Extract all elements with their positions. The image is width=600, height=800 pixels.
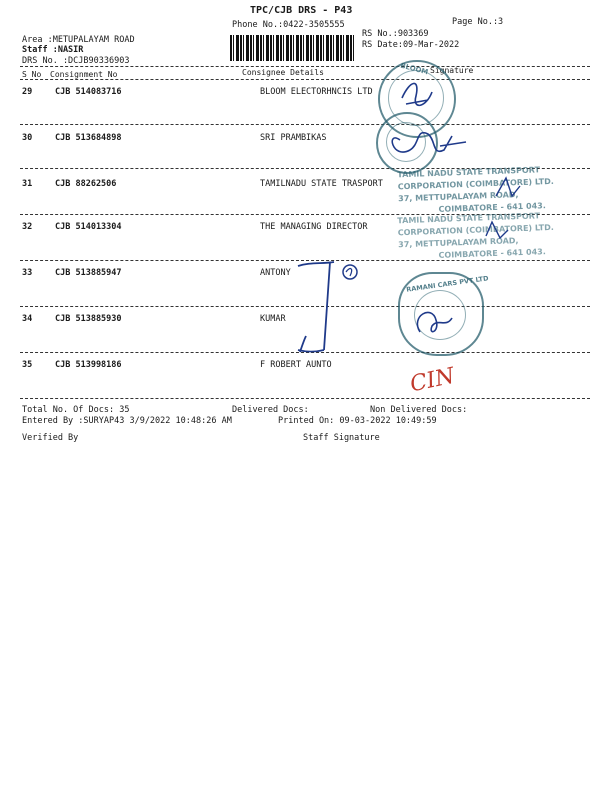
row-consignment: CJB 513885947 [55, 268, 122, 278]
row-consignment: CJB 88262506 [55, 179, 117, 189]
verified-by: Verified By [22, 433, 79, 443]
row-consignee: TAMILNADU STATE TRASPORT [260, 179, 383, 189]
signature-mark [343, 265, 357, 279]
row-consignee: THE MANAGING DIRECTOR [260, 222, 368, 232]
row-consignment: CJB 513885930 [55, 314, 122, 324]
tnstc-stamp-line: COIMBATORE - 641 043. [438, 201, 546, 214]
row-consignee: BLOOM ELECTORHNCIS LTD [260, 87, 373, 97]
phone-number: Phone No.:0422-3505555 [232, 20, 345, 30]
total-docs: Total No. Of Docs: 35 [22, 405, 130, 415]
row-consignment: CJB 513684898 [55, 133, 122, 143]
drs-number: DRS No. :DCJB90336903 [22, 56, 130, 66]
row-sno: 35 [22, 360, 33, 370]
column-consignment: Consignment No [50, 70, 118, 79]
bloom-stamp-text: BLOOM [399, 61, 429, 77]
row-consignment: CJB 514013304 [55, 222, 122, 232]
ramani-stamp-text: RAMANI CARS PVT LTD [405, 274, 489, 294]
row-sno: 30 [22, 133, 33, 143]
entered-by: Entered By :SURYAP43 3/9/2022 10:48:26 AM [22, 416, 232, 426]
row-consignee: F ROBERT AUNTO [260, 360, 332, 370]
tnstc-stamp-line: COIMBATORE - 641 043. [438, 247, 546, 260]
signature-mark [417, 312, 452, 332]
row-consignment: CJB 513998186 [55, 360, 122, 370]
handwritten-cin: CIN [407, 363, 457, 398]
staff-signature-label: Staff Signature [303, 433, 380, 443]
rs-date: RS Date:09-Mar-2022 [362, 40, 460, 50]
rs-number: RS No.:903369 [362, 29, 429, 39]
document-title: TPC/CJB DRS - P43 [250, 5, 353, 16]
delivered-docs: Delivered Docs: [232, 405, 309, 415]
column-signature: Signature [430, 66, 474, 75]
tnstc-stamp-line: 37, METTUPALAYAM ROAD, [398, 190, 519, 204]
signature-mark [298, 262, 334, 352]
area-field: Area :METUPALAYAM ROAD [22, 35, 135, 45]
non-delivered-docs: Non Delivered Docs: [370, 405, 468, 415]
row-sno: 29 [22, 87, 33, 97]
signature-mark [486, 222, 508, 238]
row-consignee: ANTONY [260, 268, 291, 278]
signature-mark [402, 83, 432, 105]
row-consignment: CJB 514083716 [55, 87, 122, 97]
signature-mark [496, 178, 520, 196]
row-consignee: KUMAR [260, 314, 286, 324]
row-sno: 31 [22, 179, 33, 189]
printed-on: Printed On: 09-03-2022 10:49:59 [278, 416, 437, 426]
tnstc-stamp-line: CORPORATION (COIMBATORE) LTD. [397, 222, 554, 238]
tnstc-stamp-line: CORPORATION (COIMBATORE) LTD. [397, 176, 554, 192]
column-consignee: Consignee Details [242, 68, 324, 77]
row-sno: 32 [22, 222, 33, 232]
page-number: Page No.:3 [452, 17, 504, 27]
tnstc-stamp-line: TAMIL NADU STATE TRANSPORT [397, 165, 541, 180]
row-sno: 34 [22, 314, 33, 324]
signature-mark [392, 133, 466, 152]
tnstc-stamp-line: TAMIL NADU STATE TRANSPORT [397, 211, 541, 226]
column-sno: S No [22, 70, 42, 79]
staff-field: Staff :NASIR [22, 45, 84, 55]
row-sno: 33 [22, 268, 33, 278]
row-consignee: SRI PRAMBIKAS [260, 133, 327, 143]
tnstc-stamp-line: 37, METTUPALAYAM ROAD, [398, 236, 519, 250]
